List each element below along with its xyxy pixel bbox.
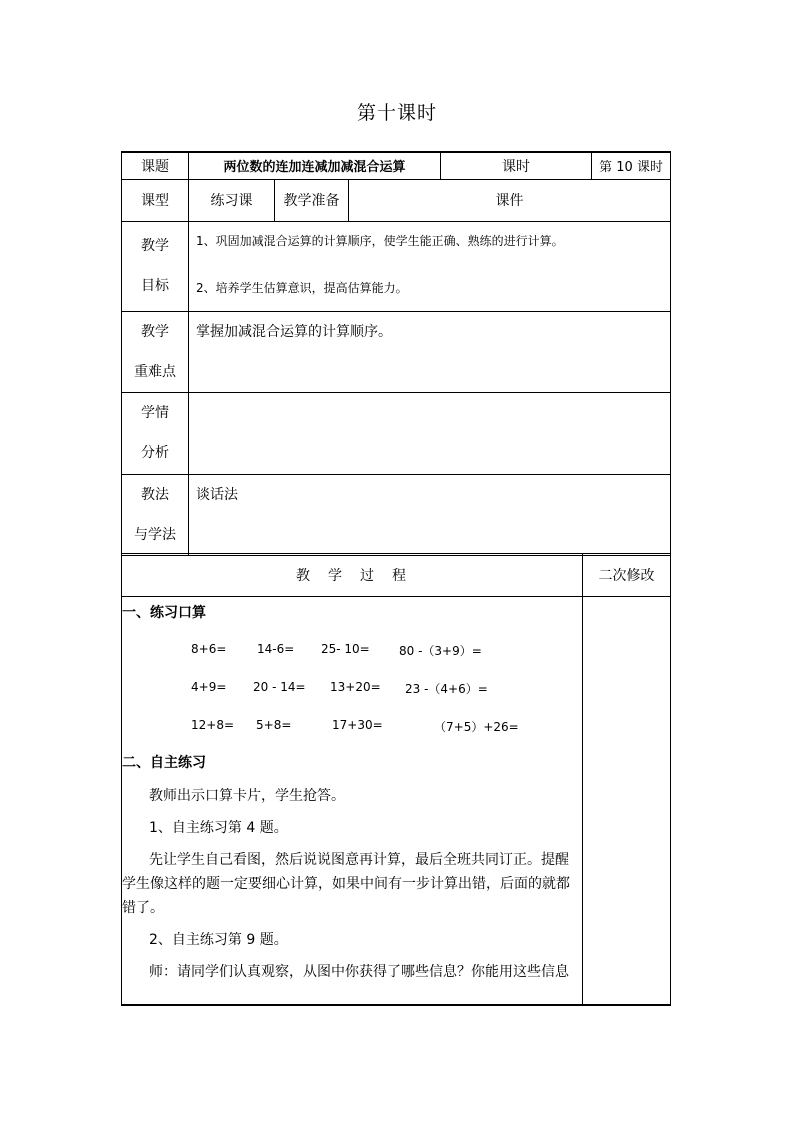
methods-content: 谈话法 [189,474,671,555]
key-points-label [122,311,189,392]
topic-value: 两位数的连加连减加减混合运算 [189,152,441,179]
lesson-info-table [121,151,671,556]
methods-label-line-1: 教法 [141,486,169,503]
oral-calc-item: 25- 10= [321,642,370,656]
type-label: 课型 [122,179,189,221]
oral-calc-item: 13+20= [330,680,381,694]
topic-label: 课题 [122,152,189,179]
oral-calc-item: （7+5）+26= [434,720,519,734]
process-body [122,597,583,1005]
methods-label [122,474,189,555]
oral-calc-item: 20 - 14= [253,680,306,694]
analysis-content [189,392,671,474]
section-practice-title: 二、自主练习 [122,755,206,771]
period-value: 第 10 课时 [592,152,671,179]
oral-calc-item: 5+8= [256,718,292,732]
analysis-label-line-2: 分析 [141,445,169,461]
process-paragraph: 2、自主练习第 9 题。 [149,932,288,948]
goals-label [122,221,189,311]
process-paragraph: 先让学生自己看图，然后说说图意再计算，最后全班共同订正。提醒学生像这样的题一定要细心计算，如果中间有一步计算出错，后面的就都错了。 [122,852,570,916]
goals-label-line-1: 教学 [141,238,169,254]
section-oral-calc-title: 一、练习口算 [122,605,206,621]
period-label: 课时 [441,152,592,179]
key-points-label-line-1: 教学 [141,323,169,340]
goals-label-line-2: 目标 [141,278,169,294]
process-paragraph: 师：请同学们认真观察，从图中你获得了哪些信息？你能用这些信息 [149,964,569,980]
methods-label-line-2: 与学法 [134,526,176,543]
process-paragraph: 教师出示口算卡片，学生抢答。 [149,788,345,804]
key-points-content: 掌握加减混合运算的计算顺序。 [189,311,671,392]
prep-label: 教学准备 [275,179,349,221]
teaching-process-table [121,553,671,1006]
analysis-label-line-1: 学情 [141,405,169,421]
analysis-label [122,392,189,474]
oral-calc-item: 4+9= [191,680,227,694]
goal-item: 2、培养学生估算意识，提高估算能力。 [196,280,408,295]
goal-item: 1、巩固加减混合运算的计算顺序，使学生能正确、熟练的进行计算。 [196,233,564,248]
oral-calc-item: 8+6= [191,642,227,656]
oral-calc-item: 17+30= [332,718,383,732]
oral-calc-item: 80 -（3+9）= [399,644,482,658]
revision-header: 二次修改 [583,554,671,597]
oral-calc-item: 23 -（4+6）= [405,682,488,696]
oral-calc-row [122,632,582,670]
goals-content [189,221,671,311]
key-points-label-line-2: 重难点 [134,363,176,380]
oral-calc-row [122,670,582,708]
revision-column [583,597,671,1005]
process-paragraph: 1、自主练习第 4 题。 [149,820,288,836]
page-title: 第十课时 [356,102,437,124]
type-value: 练习课 [189,179,275,221]
oral-calc-item: 12+8= [191,718,235,732]
prep-value: 课件 [349,179,671,221]
oral-calc-row [122,708,582,746]
process-header: 教 学 过 程 [122,554,583,597]
oral-calc-item: 14-6= [257,642,295,656]
